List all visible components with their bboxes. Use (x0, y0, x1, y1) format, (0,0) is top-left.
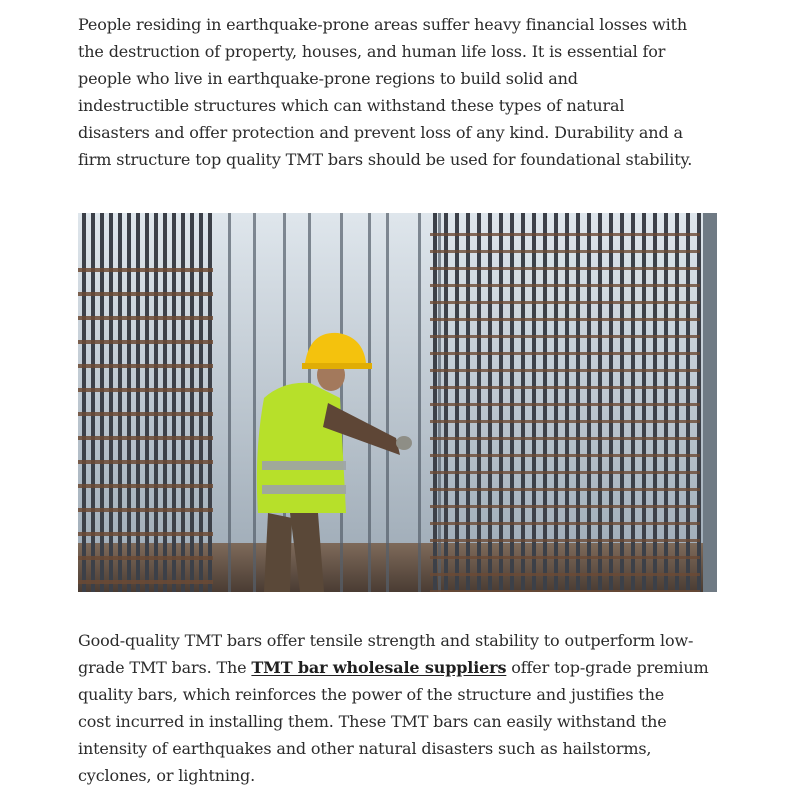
rebar-bar (386, 213, 389, 592)
rebar-tie (78, 436, 213, 440)
rebar-tie (430, 437, 700, 440)
paragraph-line: Good-quality TMT bars offer tensile strength and stability to outperform low- (78, 631, 694, 650)
rebar-tie (78, 340, 213, 344)
paragraph-line: the destruction of property, houses, and human life loss. It is essential for (78, 42, 666, 61)
rebar-tie (430, 420, 700, 423)
rebar-bar (340, 213, 343, 592)
paragraph-line: People residing in earthquake-prone areas suffer heavy financial losses with (78, 15, 688, 34)
rebar-tie (430, 505, 700, 508)
paragraph-line-with-link (78, 654, 728, 681)
rebar-tie (78, 532, 213, 536)
paragraph-line: people who live in earthquake-prone regions to build solid and (78, 69, 578, 88)
rebar-bar (418, 213, 421, 592)
rebar-tie (78, 484, 213, 488)
paragraph-line: indestructible structures which can withstand these types of natural (78, 96, 625, 115)
paragraph-line: firm structure top quality TMT bars should be used for foundational stability. (78, 150, 693, 169)
rebar-tie (430, 335, 700, 338)
rebar-tie (430, 454, 700, 457)
rebar-bar (368, 213, 371, 592)
paragraph-text: grade TMT bars. The (78, 658, 252, 677)
rebar-tie (430, 284, 700, 287)
rebar-tie (430, 522, 700, 525)
paragraph-line: intensity of earthquakes and other natural disasters such as hailstorms, (78, 739, 652, 758)
rebar-tie (430, 352, 700, 355)
rebar-tie (78, 292, 213, 296)
rebar-tie (78, 316, 213, 320)
rebar-tie (78, 580, 213, 584)
rebar-tie (430, 471, 700, 474)
rebar-tie (430, 590, 700, 592)
rebar-tie (430, 233, 700, 236)
rebar-tie (78, 412, 213, 416)
paragraph-text: offer top-grade premium (506, 658, 709, 677)
rebar-tie (430, 573, 700, 576)
rebar-tie (430, 369, 700, 372)
rebar-tie (78, 364, 213, 368)
rebar-tie (430, 301, 700, 304)
rebar-tie (430, 556, 700, 559)
rebar-bar (228, 213, 231, 592)
rebar-tie (430, 403, 700, 406)
paragraph-line: cost incurred in installing them. These TMT bars can easily withstand the (78, 712, 667, 731)
tmt-suppliers-link[interactable]: TMT bar wholesale suppliers (251, 658, 507, 677)
rebar-tie (430, 267, 700, 270)
rebar-tie (430, 386, 700, 389)
paragraph-intro (78, 11, 728, 173)
rebar-scene (78, 213, 717, 592)
rebar-tie (430, 250, 700, 253)
paragraph-line: quality bars, which reinforces the power of the structure and justifies the (78, 685, 665, 704)
rebar-tie (430, 539, 700, 542)
paragraph-line: disasters and offer protection and prevent loss of any kind. Durability and a (78, 123, 683, 142)
rebar-tie (78, 556, 213, 560)
rebar-tie (430, 318, 700, 321)
rebar-tie (78, 460, 213, 464)
rebar-tie (78, 508, 213, 512)
construction-photo (78, 213, 717, 592)
right-edge-shadow (703, 213, 717, 592)
rebar-tie (78, 268, 213, 272)
rebar-bar (253, 213, 256, 592)
rebar-tie (78, 388, 213, 392)
paragraph-benefits (78, 627, 728, 789)
paragraph-line: cyclones, or lightning. (78, 766, 256, 785)
rebar-tie (430, 488, 700, 491)
